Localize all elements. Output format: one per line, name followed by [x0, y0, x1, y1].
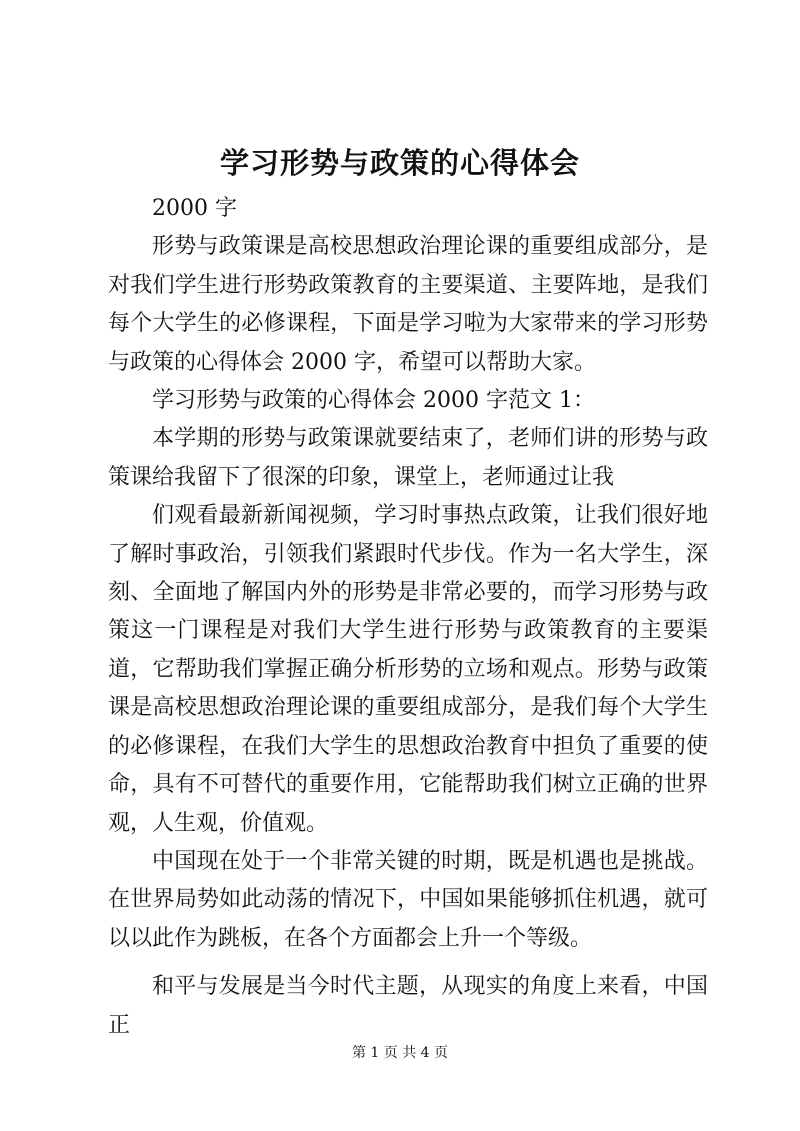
intro-paragraph: 形势与政策课是高校思想政治理论课的重要组成部分，是对我们学生进行形势政策教育的主要渠道、主要阵地，是我们每个大学生的必修课程，下面是学习啦为大家带来的学习形势与政策的心得体会 2000 字，希望可以帮助大家。 — [108, 234, 708, 375]
page-footer: 第 1 页 共 4 页 — [351, 1045, 449, 1061]
document-body — [108, 190, 708, 1045]
body-paragraph: 本学期的形势与政策课就要结束了，老师们讲的形势与政策课给我留下了很深的印象，课堂上，老师通过让我 — [108, 426, 708, 490]
word-count-line: 2000 字 — [152, 196, 237, 221]
body-paragraph: 和平与发展是当今时代主题，从现实的角度上来看，中国正 — [108, 974, 708, 1038]
body-paragraph: 们观看最新新闻视频，学习时事热点政策，让我们很好地了解时事政治，引领我们紧跟时代步伐。作为一名大学生，深刻、全面地了解国内外的形势是非常必要的，而学习形势与政策这一门课程是对我们大学生进行形势与政策教育的主要渠道，它帮助我们掌握正确分析形势的立场和观点。形势与政策课是高校思想政治理论课的重要组成部分，是我们每个大学生的必修课程，在我们大学生的思想政治教育中担负了重要的使命，具有不可替代的重要作用，它能帮助我们树立正确的世界观，人生观，价值观。 — [108, 503, 708, 836]
document-title: 学习形势与政策的心得体会 — [219, 146, 580, 180]
section-heading: 学习形势与政策的心得体会 2000 字范文 1： — [152, 388, 595, 414]
body-paragraph: 中国现在处于一个非常关键的时期，既是机遇也是挑战。在世界局势如此动荡的情况下，中国如果能够抓住机遇，就可以以此作为跳板，在各个方面都会上升一个等级。 — [108, 848, 708, 951]
